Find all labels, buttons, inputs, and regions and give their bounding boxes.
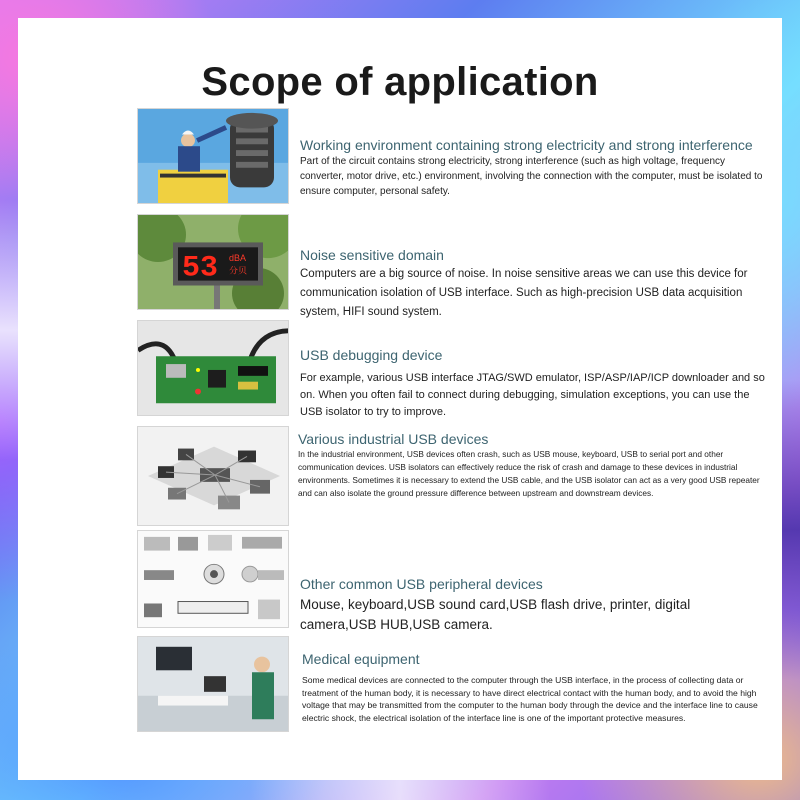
section-description: Part of the circuit contains strong electricity, strong interference (such as high voltage, frequency converter, motor drive, etc.) environment, involving the connection with the computer, must be isolated to ensure computer, personal safety. xyxy=(300,156,763,197)
peripherals-photo xyxy=(137,530,289,628)
section-heading: Other common USB peripheral devices xyxy=(300,576,543,592)
section-description: For example, various USB interface JTAG/SWD emulator, ISP/ASP/IAP/ICP downloader and so on. When you often fail to connect during debugging, simulation exceptions, you can use the USB isolator to try to improve. xyxy=(300,372,765,418)
page-title: Scope of application xyxy=(201,60,599,104)
section-heading: Various industrial USB devices xyxy=(298,431,489,447)
industrial-network-photo xyxy=(137,426,289,526)
medical-room-photo xyxy=(137,636,289,732)
background-light-streak xyxy=(250,780,550,800)
section-description: Computers are a big source of noise. In noise sensitive areas we can use this device for communication isolation of USB interface. Such as high-precision USB data acquisition system, HIFI sound system. xyxy=(300,268,748,318)
section-description: Some medical devices are connected to the computer through the USB interface, in the process of collecting data or treatment of the human body, it is necessary to have direct electrical contact with the human body, and to avoid the high voltage that may be transmitted from the computer to the human body through the device and the interface line to cause electric shock, the electrical isolation of the interface line is one of the important protective measures. xyxy=(302,675,758,723)
debugger-board-photo xyxy=(137,320,289,416)
section-heading: Noise sensitive domain xyxy=(300,247,444,263)
section-heading: USB debugging device xyxy=(300,347,443,363)
section-medical-equipment xyxy=(18,636,782,736)
background-light-streak xyxy=(782,380,800,680)
section-strong-electricity xyxy=(18,108,782,206)
section-description: Mouse, keyboard,USB sound card,USB flash drive, printer, digital camera,USB HUB,USB camera. xyxy=(300,597,691,632)
noise-display-digits: 53 xyxy=(182,250,218,285)
section-usb-debugging xyxy=(18,320,782,416)
section-text xyxy=(300,346,768,421)
section-industrial-usb xyxy=(18,426,782,526)
section-text xyxy=(298,430,768,500)
section-text xyxy=(300,136,768,199)
background-light-streak xyxy=(0,200,18,460)
noise-display-label: 分贝 xyxy=(229,266,247,277)
section-heading: Working environment containing strong electricity and strong interference xyxy=(300,137,753,153)
section-heading: Medical equipment xyxy=(302,651,420,667)
noise-display-unit: dBA xyxy=(229,253,246,263)
section-noise-sensitive xyxy=(18,214,782,318)
section-description: In the industrial environment, USB devices often crash, such as USB mouse, keyboard, USB to serial port and other communication devices. USB isolators can effectively reduce the risk of crash and damage to these devices in industrial environments. Sometimes it is necessary to extend the USB cable, and the USB isolator can act as a very good USB repeater and can also isolate the ground pressure difference between upstream and downstream devices. xyxy=(298,449,760,498)
section-peripheral-devices xyxy=(18,530,782,630)
document-card xyxy=(18,18,782,780)
section-text xyxy=(300,246,768,322)
noise-meter-photo xyxy=(137,214,289,310)
lineman-photo xyxy=(137,108,289,204)
section-text xyxy=(300,575,768,635)
section-text xyxy=(302,650,768,724)
